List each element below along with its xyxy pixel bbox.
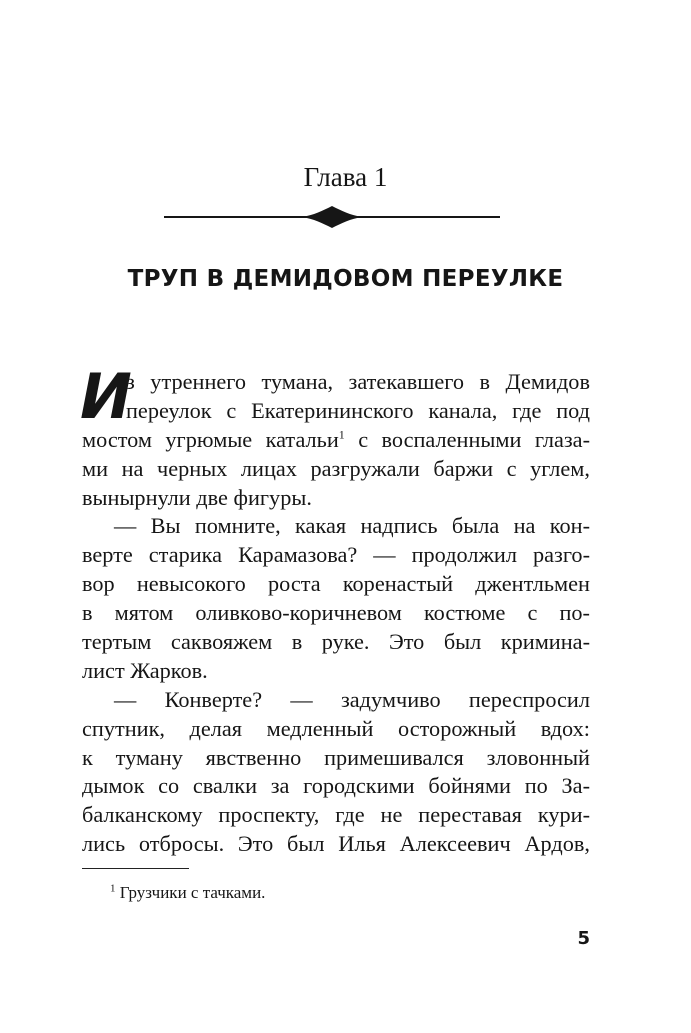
text-line: лист Жарков. (82, 657, 208, 683)
text-line: з утреннего тумана, затекавшего в Демидов (126, 369, 590, 394)
text-line: вор невысокого роста коренастый джентльмен (82, 571, 590, 597)
body-text (80, 360, 591, 859)
text-line: лись отбросы. Это был Илья Алексеевич Ардов, (82, 831, 590, 857)
text-line: — Конверте? — задумчиво переспросил (114, 686, 590, 712)
text-line: в мятом оливково-коричневом костюме с по- (82, 600, 590, 626)
text-line (82, 426, 590, 455)
footnote-marker: 1 (110, 882, 116, 895)
text-line: к туману явственно примешивался зловонный (82, 744, 590, 770)
text-line: балканскому проспекту, где не переставая кури- (82, 802, 590, 828)
drop-cap: И (80, 360, 132, 433)
text-line: переулок с Екатерининского канала, где под (126, 397, 590, 423)
text-line: вынырнули две фигуры. (82, 484, 312, 510)
chapter-title: ТРУП В ДЕМИДОВОМ ПЕРЕУЛКЕ (127, 266, 564, 292)
text-fragment: с воспаленными глаза- (358, 426, 591, 452)
footnote-divider (82, 868, 189, 869)
page-number: 5 (577, 928, 590, 949)
text-line: верте старика Карамазова? — продолжил разго- (82, 542, 590, 568)
footnote (110, 882, 265, 904)
text-line: тертым саквояжем в руке. Это был кримина- (82, 629, 590, 655)
footnote-reference[interactable]: 1 (338, 427, 345, 442)
chapter-label: Глава 1 (303, 162, 388, 192)
footnote-text: Грузчики с тачками. (119, 883, 266, 902)
text-line: ми на черных лицах разгружали баржи с углем, (82, 455, 590, 481)
text-line: спутник, делая медленный осторожный вдох: (82, 715, 590, 741)
text-fragment: мостом угрюмые катальи (82, 426, 339, 452)
chapter-ornament-divider (164, 206, 500, 228)
text-line: — Вы помните, какая надпись была на кон- (114, 513, 590, 539)
text-line: дымок со свалки за городскими бойнями по За- (82, 773, 590, 799)
